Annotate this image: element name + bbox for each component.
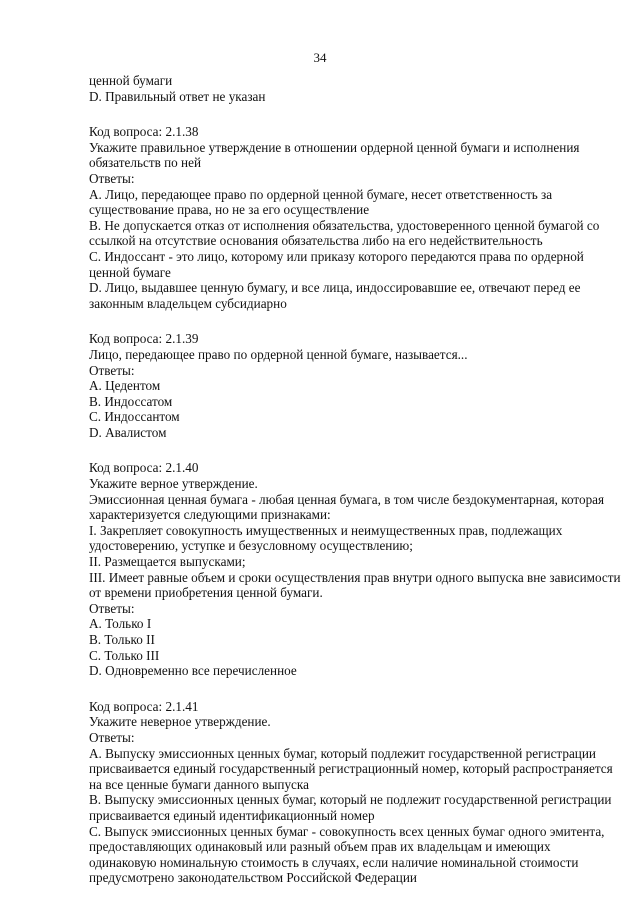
answer-option: А. Только I bbox=[89, 616, 152, 632]
text-line: ссылкой на отсутствие основания обязательства либо на его недействительность bbox=[89, 233, 543, 249]
answer-option: D. Лицо, выдавшее ценную бумагу, и все лица, индоссировавшие ее, отвечают перед ее bbox=[89, 280, 581, 296]
text-line: D. Правильный ответ не указан bbox=[89, 88, 266, 104]
answer-option: В. Выпуску эмиссионных ценных бумаг, который не подлежит государственной регистрации bbox=[89, 792, 612, 808]
answers-label: Ответы: bbox=[89, 362, 135, 378]
text-line: I. Закрепляет совокупность имущественных и неимущественных прав, подлежащих bbox=[89, 522, 563, 538]
answers-label: Ответы: bbox=[89, 729, 135, 745]
answer-option: С. Выпуск эмиссионных ценных бумаг - совокупность всех ценных бумаг одного эмитента, bbox=[89, 823, 605, 839]
answer-option: С. Индоссант - это лицо, которому или приказу которого передаются права по ордерной bbox=[89, 248, 584, 264]
text-line: предусмотрено законодательством Российской Федерации bbox=[89, 870, 417, 886]
text-line: III. Имеет равные объем и сроки осуществления прав внутри одного выпуска вне зависимости bbox=[89, 569, 621, 585]
text-line: существование права, но не за его осуществление bbox=[89, 202, 370, 218]
text-line: законным владельцем субсидиарно bbox=[89, 295, 287, 311]
text-line: Укажите верное утверждение. bbox=[89, 476, 258, 492]
answers-label: Ответы: bbox=[89, 600, 135, 616]
text-line: предоставляющих одинаковый или разный объем прав их владельцам и имеющих bbox=[89, 839, 551, 855]
answer-option: А. Цедентом bbox=[89, 378, 161, 394]
page-number: 34 bbox=[313, 50, 327, 65]
question-block bbox=[89, 699, 614, 886]
text-line: от времени приобретения ценной бумаги. bbox=[89, 585, 323, 601]
answer-option: С. Только III bbox=[89, 647, 160, 663]
question-code: Код вопроса: 2.1.41 bbox=[89, 698, 199, 714]
page-content bbox=[89, 73, 621, 906]
question-block bbox=[89, 124, 614, 311]
intro-block bbox=[89, 73, 614, 104]
text-line: присваивается единый идентификационный номер bbox=[89, 807, 375, 823]
text-line: ценной бумаги bbox=[89, 73, 173, 88]
answer-option: А. Выпуску эмиссионных ценных бумаг, который подлежит государственной регистрации bbox=[89, 745, 596, 761]
answer-option: В. Только II bbox=[89, 632, 155, 647]
text-line: характеризуется следующими признаками: bbox=[89, 507, 331, 523]
question-block bbox=[89, 460, 621, 679]
question-code: Код вопроса: 2.1.38 bbox=[89, 124, 199, 140]
text-line: обязательств по ней bbox=[89, 155, 202, 171]
text-line: удостоверению, уступке и безусловному осуществлению; bbox=[89, 538, 413, 554]
answer-option: В. Индоссатом bbox=[89, 393, 173, 409]
question-code: Код вопроса: 2.1.39 bbox=[89, 331, 199, 347]
text-line: Лицо, передающее право по ордерной ценной бумаге, называется... bbox=[89, 346, 468, 362]
answer-option: D. Авалистом bbox=[89, 424, 167, 440]
text-line: присваивается единый государственный регистрационный номер, который распространяется bbox=[89, 761, 613, 777]
answer-option: D. Одновременно все перечисленное bbox=[89, 663, 297, 679]
question-code: Код вопроса: 2.1.40 bbox=[89, 460, 199, 476]
text-line: Укажите неверное утверждение. bbox=[89, 714, 271, 730]
answer-option: В. Не допускается отказ от исполнения обязательства, удостоверенного ценной бумагой со bbox=[89, 217, 600, 233]
text-line: на все ценные бумаги данного выпуска bbox=[89, 776, 309, 792]
text-line: Эмиссионная ценная бумага - любая ценная бумага, в том числе бездокументарная, которая bbox=[89, 491, 605, 507]
question-block bbox=[89, 331, 614, 440]
text-line: Укажите правильное утверждение в отношении ордерной ценной бумаги и исполнения bbox=[89, 139, 580, 155]
answer-option: А. Лицо, передающее право по ордерной ценной бумаге, несет ответственность за bbox=[89, 186, 553, 202]
text-line: одинаковую номинальную стоимость в случаях, если наличие номинальной стоимости bbox=[89, 854, 579, 870]
answer-option: С. Индоссантом bbox=[89, 409, 180, 425]
answers-label: Ответы: bbox=[89, 170, 135, 186]
text-line: ценной бумаге bbox=[89, 264, 171, 280]
text-line: II. Размещается выпусками; bbox=[89, 554, 246, 570]
